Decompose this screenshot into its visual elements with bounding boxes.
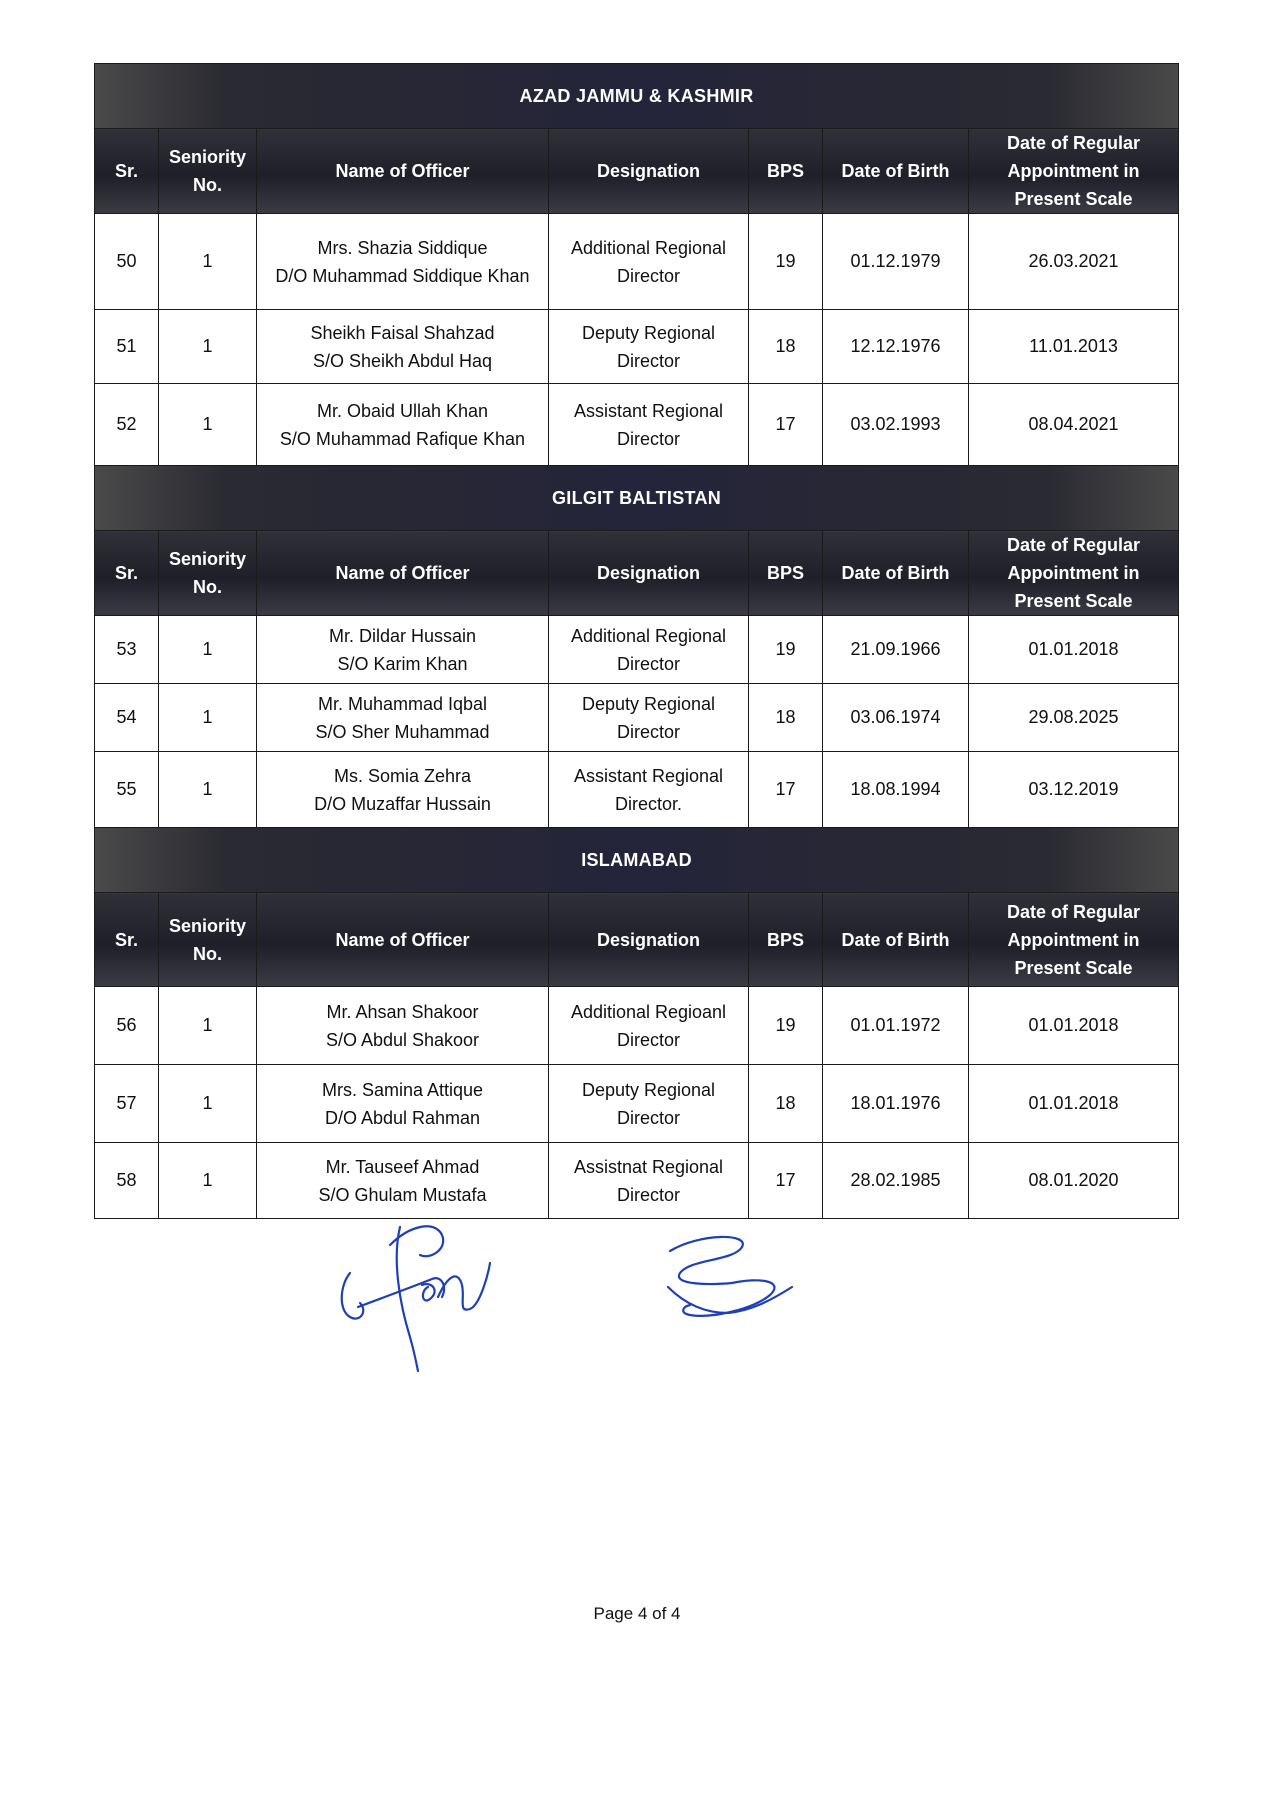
designation-line-2: Director [616,721,680,742]
header-line: Appointment in [1007,929,1140,950]
cell-officer-name [257,752,549,828]
designation-line-2: Director. [614,793,683,814]
col-seniority-header [159,893,257,987]
table-row [95,684,1179,752]
officer-parentage: S/O Sheikh Abdul Haq [312,350,493,371]
designation-line-2: Director [616,265,680,286]
column-header-row [95,531,1179,616]
table-row [95,1143,1179,1219]
header-line: Seniority [168,549,247,569]
header-line: Appointment in [1007,563,1140,583]
header-line: No. [193,577,222,597]
col-dob-header [823,531,969,616]
cell-bps: 18 [749,1065,823,1143]
designation-line-1: Assistnat Regional [573,1156,724,1177]
designation-line-1: Deputy Regional [581,1079,716,1100]
officer-parentage: S/O Abdul Shakoor [325,1029,480,1050]
officer-parentage: S/O Sher Muhammad [315,721,490,742]
signature-left [342,1226,490,1371]
officer-name: Mr. Tauseef Ahmad [325,1156,480,1177]
cell-officer-name [257,384,549,466]
officer-name: Mr. Dildar Hussain [328,625,477,646]
table-row [95,214,1179,310]
cell-appointment-date: 01.01.2018 [969,987,1179,1065]
officer-parentage: D/O Muzaffar Hussain [314,793,491,814]
designation-line-1: Deputy Regional [581,693,716,714]
cell-sr: 56 [95,987,159,1065]
header-line: Designation [596,929,700,950]
cell-seniority: 1 [159,616,257,684]
officer-parentage: S/O Muhammad Rafique Khan [279,428,526,449]
header-line: Sr. [114,161,139,181]
section-title: AZAD JAMMU & KASHMIR [95,64,1179,129]
cell-sr: 52 [95,384,159,466]
cell-dob: 28.02.1985 [823,1143,969,1219]
seniority-list-sheet [94,63,1178,1219]
cell-sr: 51 [95,310,159,384]
header-line: Sr. [114,563,139,583]
header-line: Name of Officer [335,161,470,181]
cell-appointment-date: 11.01.2013 [969,310,1179,384]
signature-right [668,1237,792,1316]
cell-seniority: 1 [159,987,257,1065]
col-designation-header [549,129,749,214]
officer-name: Mrs. Samina Attique [321,1079,484,1100]
header-line: Present Scale [1014,957,1133,978]
header-line: Designation [596,161,700,181]
officer-parentage: D/O Abdul Rahman [324,1107,481,1128]
cell-dob: 21.09.1966 [823,616,969,684]
cell-appointment-date: 08.04.2021 [969,384,1179,466]
cell-sr: 57 [95,1065,159,1143]
cell-sr: 50 [95,214,159,310]
header-line: No. [193,943,222,964]
cell-seniority: 1 [159,684,257,752]
page-number: Page 4 of 4 [593,1604,681,1623]
cell-seniority: 1 [159,752,257,828]
col-name-header [257,129,549,214]
col-bps-header [749,129,823,214]
cell-bps: 17 [749,384,823,466]
col-designation-header [549,893,749,987]
cell-designation [549,310,749,384]
signatures [330,1215,850,1375]
cell-bps: 19 [749,616,823,684]
cell-appointment-date: 26.03.2021 [969,214,1179,310]
cell-dob: 12.12.1976 [823,310,969,384]
seniority-table [94,63,1179,1219]
column-header-row [95,893,1179,987]
officer-parentage: S/O Karim Khan [337,653,468,674]
cell-officer-name [257,1143,549,1219]
cell-bps: 17 [749,752,823,828]
cell-dob: 03.06.1974 [823,684,969,752]
header-line: Date of Regular [1007,133,1141,153]
cell-seniority: 1 [159,384,257,466]
cell-officer-name [257,684,549,752]
col-bps-header [749,893,823,987]
col-appointment-header [969,893,1179,987]
header-line: Name of Officer [335,563,470,583]
header-line: BPS [766,929,804,950]
col-dob-header [823,129,969,214]
officer-parentage: D/O Muhammad Siddique Khan [275,265,530,286]
designation-line-2: Director [616,350,680,371]
cell-designation [549,384,749,466]
col-seniority-header [159,129,257,214]
cell-dob: 18.08.1994 [823,752,969,828]
col-bps-header [749,531,823,616]
cell-officer-name [257,987,549,1065]
cell-bps: 18 [749,684,823,752]
cell-designation [549,1065,749,1143]
header-line: Date of Regular [1007,901,1141,922]
cell-officer-name [257,616,549,684]
cell-bps: 19 [749,214,823,310]
designation-line-1: Deputy Regional [581,322,716,343]
col-sr-header [95,893,159,987]
officer-name: Mr. Ahsan Shakoor [326,1001,479,1022]
col-designation-header [549,531,749,616]
cell-dob: 18.01.1976 [823,1065,969,1143]
cell-officer-name [257,214,549,310]
cell-appointment-date: 08.01.2020 [969,1143,1179,1219]
cell-dob: 01.01.1972 [823,987,969,1065]
officer-name: Mr. Muhammad Iqbal [317,693,488,714]
officer-name: Ms. Somia Zehra [333,765,472,786]
header-line: Designation [596,563,700,583]
designation-line-1: Additional Regioanl [570,1001,727,1022]
designation-line-2: Director [616,653,680,674]
table-row [95,384,1179,466]
header-line: Sr. [114,929,139,950]
table-row [95,752,1179,828]
col-appointment-header [969,129,1179,214]
designation-line-1: Assistant Regional [573,765,724,786]
header-line: BPS [766,161,804,181]
cell-designation [549,987,749,1065]
cell-sr: 55 [95,752,159,828]
officer-name: Sheikh Faisal Shahzad [310,322,495,343]
cell-sr: 53 [95,616,159,684]
cell-seniority: 1 [159,214,257,310]
cell-appointment-date: 29.08.2025 [969,684,1179,752]
cell-bps: 19 [749,987,823,1065]
cell-seniority: 1 [159,1143,257,1219]
cell-appointment-date: 03.12.2019 [969,752,1179,828]
section-title-row [95,64,1179,129]
column-header-row [95,129,1179,214]
header-line: Date of Birth [841,161,950,181]
cell-officer-name [257,310,549,384]
designation-line-1: Additional Regional [570,625,727,646]
section-title: ISLAMABAD [95,828,1179,893]
officer-name: Mrs. Shazia Siddique [317,237,488,258]
col-appointment-header [969,531,1179,616]
cell-appointment-date: 01.01.2018 [969,1065,1179,1143]
col-name-header [257,531,549,616]
cell-sr: 58 [95,1143,159,1219]
col-dob-header [823,893,969,987]
cell-dob: 01.12.1979 [823,214,969,310]
table-row [95,1065,1179,1143]
col-name-header [257,893,549,987]
header-line: Seniority [168,915,247,936]
cell-bps: 18 [749,310,823,384]
cell-seniority: 1 [159,310,257,384]
section-title-row [95,466,1179,531]
designation-line-1: Assistant Regional [573,400,724,421]
officer-parentage: S/O Ghulam Mustafa [318,1184,487,1205]
col-sr-header [95,129,159,214]
cell-seniority: 1 [159,1065,257,1143]
officer-name: Mr. Obaid Ullah Khan [316,400,489,421]
cell-officer-name [257,1065,549,1143]
header-line: Date of Regular [1007,535,1141,555]
header-line: Date of Birth [841,929,950,950]
cell-sr: 54 [95,684,159,752]
cell-designation [549,752,749,828]
table-row [95,987,1179,1065]
section-title-row [95,828,1179,893]
col-sr-header [95,531,159,616]
header-line: Date of Birth [841,563,950,583]
cell-designation [549,684,749,752]
header-line: Name of Officer [335,929,470,950]
table-row [95,310,1179,384]
header-line: Seniority [168,147,247,167]
table-row [95,616,1179,684]
designation-line-2: Director [616,428,680,449]
cell-designation [549,1143,749,1219]
cell-bps: 17 [749,1143,823,1219]
cell-designation [549,214,749,310]
designation-line-2: Director [616,1184,680,1205]
col-seniority-header [159,531,257,616]
header-line: Present Scale [1014,591,1133,611]
header-line: Present Scale [1014,189,1133,209]
header-line: Appointment in [1007,161,1140,181]
section-title: GILGIT BALTISTAN [95,466,1179,531]
cell-designation [549,616,749,684]
designation-line-1: Additional Regional [570,237,727,258]
header-line: No. [193,175,222,195]
header-line: BPS [766,563,804,583]
designation-line-2: Director [616,1107,680,1128]
cell-dob: 03.02.1993 [823,384,969,466]
cell-appointment-date: 01.01.2018 [969,616,1179,684]
designation-line-2: Director [616,1029,680,1050]
